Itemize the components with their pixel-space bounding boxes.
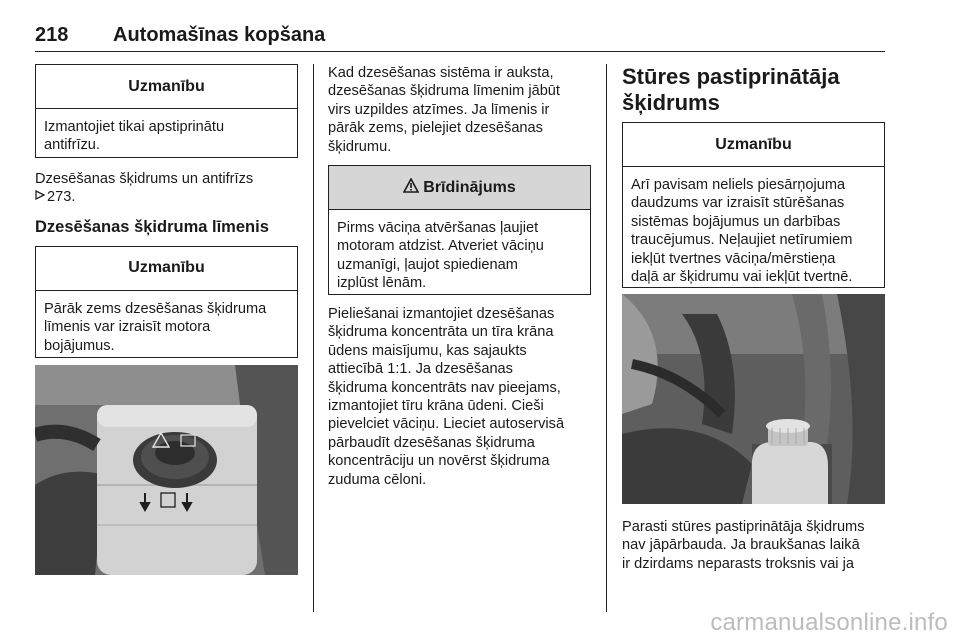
text-line: Pirms vāciņa atvēršanas ļaujiet (337, 220, 539, 237)
text-line: motoram atdzist. Atveriet vāciņu (337, 238, 544, 255)
text-line: virs uzpildes atzīmes. Ja līmenis ir (328, 101, 550, 118)
text-line: Izmantojiet tikai apstiprinātu (44, 119, 225, 135)
warning-body (329, 210, 590, 301)
text-line: bojājumus. (44, 337, 115, 354)
page-header (35, 24, 885, 54)
column-2 (328, 64, 591, 489)
text-line: izmantojiet tīru krāna ūdeni. Cieši (328, 398, 544, 415)
column-3-bottom (622, 518, 885, 573)
power-steering-reservoir-photo (622, 294, 885, 504)
coolant-reference (35, 170, 298, 207)
reference-arrow-icon (35, 188, 45, 206)
text-line: traucējumus. Neļaujiet netīrumiem (631, 232, 853, 249)
chapter-title: Automašīnas kopšana (113, 24, 326, 46)
power-steering-paragraph (622, 518, 885, 573)
text-line: Arī pavisam neliels piesārņojuma (631, 177, 846, 193)
text-line: līmenis var izraisīt motora (44, 319, 211, 336)
reference-page-link[interactable]: 273. (47, 189, 76, 206)
page-number: 218 (35, 24, 69, 46)
text-line: pārbaudīt dzesēšanas šķidruma (328, 434, 535, 451)
caution-title: Uzmanību (36, 247, 297, 291)
text-line: pievelciet vāciņu. Lieciet autoservisā (328, 416, 565, 433)
caution-box-contamination (622, 122, 885, 288)
text-line: šķidruma koncentrāta un tīra krāna (328, 324, 554, 341)
coolant-mixture-paragraph (328, 305, 591, 489)
text-line: antifrīzu. (44, 137, 100, 154)
coolant-level-heading: Dzesēšanas šķidruma līmenis (35, 217, 269, 236)
text-line: uzmanīgi, ļaujot spiedienam (337, 256, 518, 273)
site-watermark: carmanualsonline.info (710, 609, 948, 636)
text-line: daļā ar šķidrumu vai iekļūt tvertnē. (631, 269, 853, 286)
caution-title: Uzmanību (623, 123, 884, 167)
text-line: šķidruma koncentrāts nav pieejams, (328, 379, 561, 396)
coolant-level-paragraph (328, 64, 591, 156)
text-line: šķidrumu. (328, 138, 392, 155)
reference-text: Dzesēšanas šķidrums un antifrīzs (35, 171, 254, 187)
text-line: izplūst lēnām. (337, 275, 427, 292)
text-line: Pārāk zems dzesēšanas šķidruma (44, 300, 267, 317)
text-line: koncentrāciju un novērst šķidruma (328, 453, 550, 470)
text-line: pārāk zems, pielejiet dzesēšanas (328, 120, 543, 137)
warning-title: Brīdinājums (423, 178, 516, 196)
warning-box-hot-cap (328, 165, 591, 295)
column-3 (622, 64, 885, 288)
text-line: zuduma cēloni. (328, 471, 427, 488)
text-line: ūdens maisījumu, kas sajaukts (328, 342, 527, 359)
text-line: nav jāpārbauda. Ja braukšanas laikā (622, 537, 860, 554)
text-line: Parasti stūres pastiprinātāja šķidrums (622, 519, 865, 535)
text-line: ir dzirdams neparasts troksnis vai ja (622, 555, 854, 572)
column-divider-1 (313, 64, 314, 612)
caution-title: Uzmanību (36, 65, 297, 109)
text-line: dzesēšanas šķidruma līmenim jābūt (328, 83, 560, 100)
warning-header (329, 166, 590, 210)
column-1 (35, 64, 298, 358)
column-divider-2 (606, 64, 607, 612)
caution-body (36, 291, 297, 363)
power-steering-heading (622, 64, 885, 116)
coolant-reservoir-photo (35, 365, 298, 575)
caution-body (623, 167, 884, 294)
header-rule (35, 51, 885, 52)
heading-line: Stūres pastiprinātāja (622, 64, 840, 89)
text-line: sistēmas bojājumus un darbības (631, 213, 841, 230)
text-line: daudzums var izraisīt stūrēšanas (631, 195, 845, 212)
warning-triangle-icon (403, 178, 419, 198)
caution-box-low-level (35, 246, 298, 358)
text-line: iekļūt tvertnes vāciņa/mērstieņa (631, 250, 836, 267)
text-line: Pieliešanai izmantojiet dzesēšanas (328, 306, 555, 323)
caution-box-antifreeze (35, 64, 298, 158)
text-line: Kad dzesēšanas sistēma ir auksta, (328, 65, 554, 81)
text-line: attiecībā 1:1. Ja dzesēšanas (328, 361, 513, 378)
heading-line: šķidrums (622, 90, 720, 115)
caution-body (36, 109, 297, 163)
